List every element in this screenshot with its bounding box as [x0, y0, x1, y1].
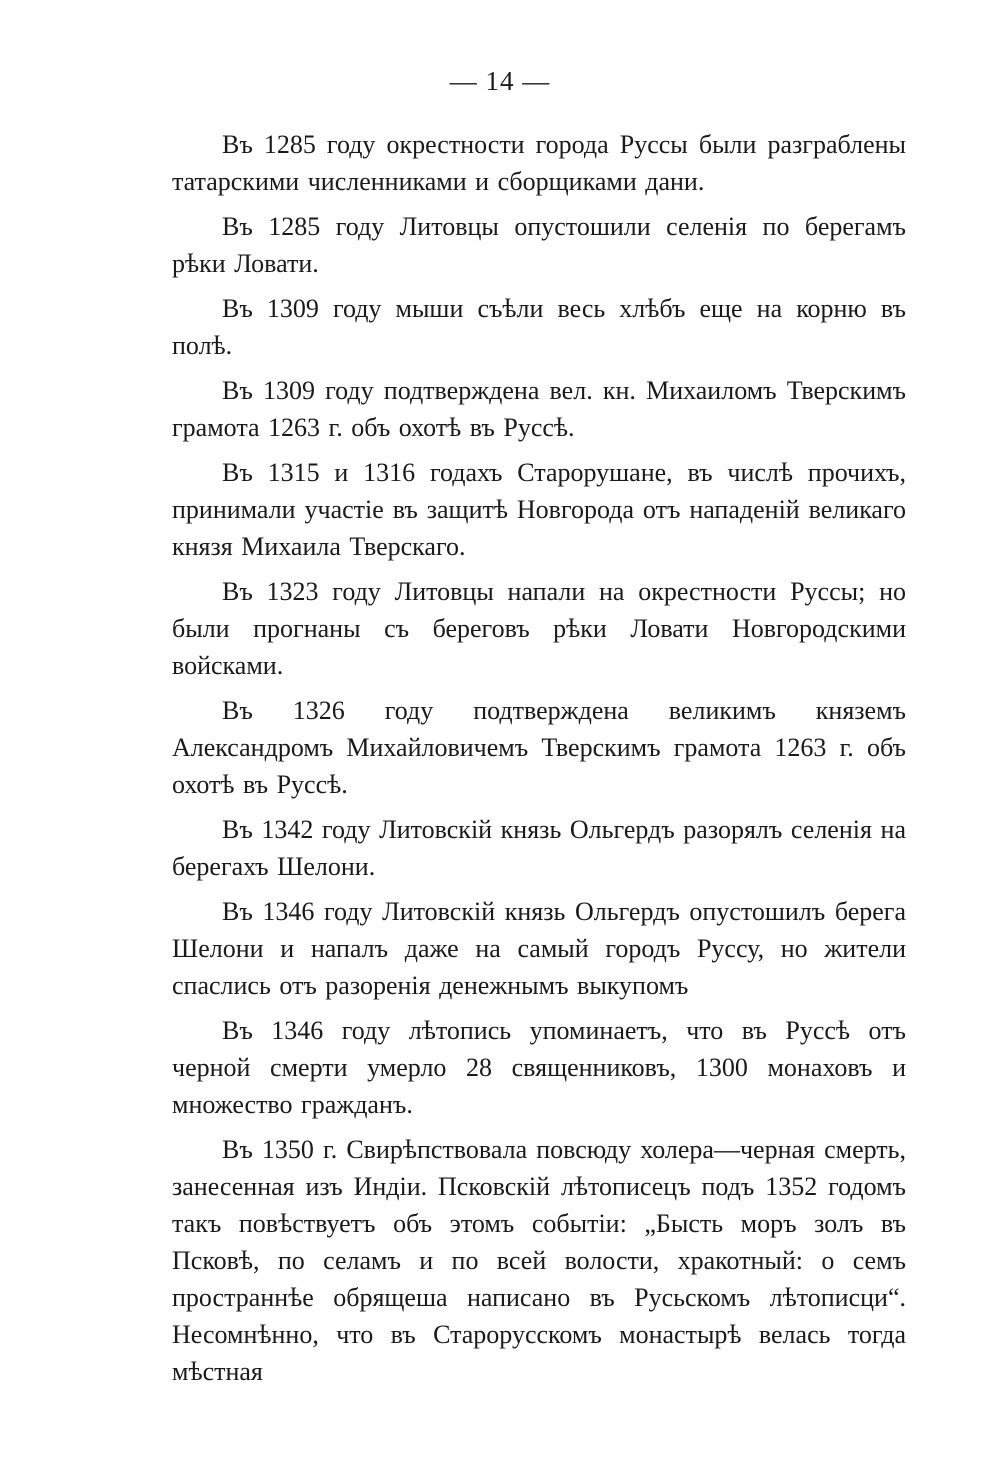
page-number: — 14 — — [449, 66, 551, 96]
paragraph-1285-lithuanians: Въ 1285 году Литовцы опустошили селенія по берегамъ рѣки Ловати. — [172, 212, 906, 278]
paragraph-1350-cholera: Въ 1350 г. Свирѣпствовала повсюду холера—черная смерть, занесенная изъ Индіи. Псковскій лѣтописецъ подъ 1352 годомъ такъ повѣствуетъ объ этомъ событіи: „Бысть моръ золъ въ Псковѣ, по селамъ и по всей волости, хракотный: о семъ пространнѣе обрящеша написано въ Русьскомъ лѣтописци“. Несомнѣнно, что въ Старорусскомъ монастырѣ велась тогда мѣстная — [172, 1135, 906, 1386]
body-text — [172, 126, 906, 1398]
paragraph-1323: Въ 1323 году Литовцы напали на окрестности Руссы; но были прогнаны съ береговъ рѣки Ловати Новгородскими войсками. — [172, 577, 906, 680]
paragraph-1285-tatars: Въ 1285 году окрестности города Руссы были разграблены татарскими численниками и сборщиками дани. — [172, 130, 906, 196]
paragraph-1342: Въ 1342 году Литовскій князь Ольгердъ разорялъ селенія на берегахъ Шелони. — [172, 815, 906, 881]
paragraph-1309-charter: Въ 1309 году подтверждена вел. кн. Михаиломъ Тверскимъ грамота 1263 г. объ охотѣ въ Руссѣ. — [172, 376, 906, 442]
paragraph-1346-olgerd: Въ 1346 году Литовскій князь Ольгердъ опустошилъ берега Шелони и напалъ даже на самый городъ Руссу, но жители спаслись отъ разоренія денежнымъ выкупомъ — [172, 897, 906, 1000]
paragraph-1315-1316: Въ 1315 и 1316 годахъ Старорушане, въ числѣ прочихъ, принимали участіе въ защитѣ Новгорода отъ нападеній великаго князя Михаила Тверскаго. — [172, 458, 906, 561]
paragraph-1326: Въ 1326 году подтверждена великимъ княземъ Александромъ Михайловичемъ Тверскимъ грамота 1263 г. объ охотѣ въ Руссѣ. — [172, 696, 906, 799]
paragraph-1346-black-death: Въ 1346 году лѣтопись упоминаетъ, что въ Руссѣ отъ черной смерти умерло 28 священниковъ, 1300 монаховъ и множество гражданъ. — [172, 1016, 906, 1119]
paragraph-1309-mice: Въ 1309 году мыши съѣли весь хлѣбъ еще на корню въ полѣ. — [172, 294, 906, 360]
